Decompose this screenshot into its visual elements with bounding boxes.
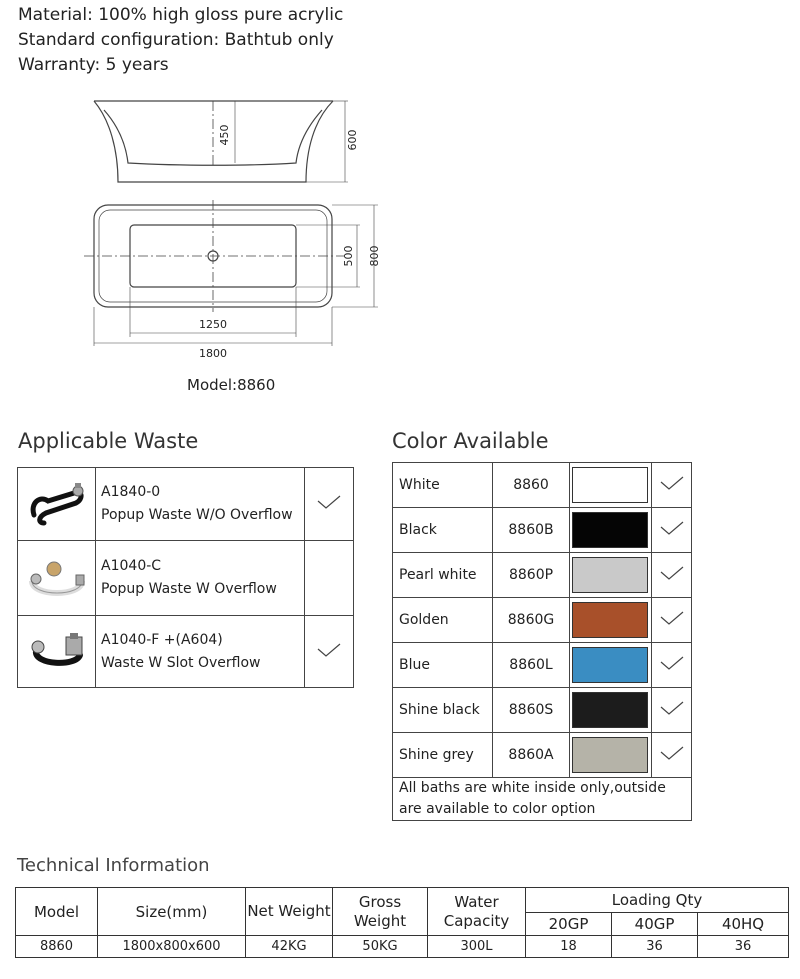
color-code: 8860P <box>493 553 569 598</box>
color-swatch-cell <box>569 688 652 733</box>
dim-height: 600 <box>346 129 359 151</box>
color-name: Black <box>393 508 493 553</box>
tech-section-title: Technical Information <box>17 855 210 876</box>
color-row <box>393 598 692 643</box>
color-note: All baths are white inside only,outside are available to color option <box>393 778 692 821</box>
empty-check-cell <box>305 541 354 616</box>
checkmark-icon <box>305 468 354 541</box>
waste-row <box>18 541 354 616</box>
waste-item-text <box>96 541 305 616</box>
color-code: 8860B <box>493 508 569 553</box>
dim-width: 800 <box>368 245 381 267</box>
waste-item-code: A1840-0 <box>101 484 161 500</box>
cell-40gp: 36 <box>612 936 698 958</box>
bathtub-technical-drawing <box>0 0 400 370</box>
cell-model: 8860 <box>16 936 98 958</box>
color-name: White <box>393 463 493 508</box>
color-code: 8860S <box>493 688 569 733</box>
cell-size: 1800x800x600 <box>98 936 246 958</box>
col-40gp: 40GP <box>612 913 698 936</box>
color-swatch-cell <box>569 508 652 553</box>
tech-table <box>15 887 789 958</box>
dim-length: 1800 <box>199 347 227 360</box>
cell-water-capacity: 300L <box>428 936 526 958</box>
color-name: Pearl white <box>393 553 493 598</box>
color-swatch <box>572 602 648 638</box>
color-swatch <box>572 467 648 503</box>
slot-waste-icon <box>18 616 96 688</box>
cell-net-weight: 42KG <box>246 936 333 958</box>
cell-20gp: 18 <box>526 936 612 958</box>
color-code: 8860G <box>493 598 569 643</box>
color-swatch <box>572 692 648 728</box>
color-swatch-cell <box>569 598 652 643</box>
waste-item-desc: Popup Waste W Overflow <box>101 581 277 597</box>
color-section-title: Color Available <box>392 429 549 453</box>
color-swatch-cell <box>569 643 652 688</box>
color-row <box>393 688 692 733</box>
color-name: Shine grey <box>393 733 493 778</box>
color-row <box>393 463 692 508</box>
color-table <box>392 462 692 821</box>
waste-row <box>18 616 354 688</box>
cell-40hq: 36 <box>698 936 789 958</box>
waste-row <box>18 468 354 541</box>
waste-item-desc: Waste W Slot Overflow <box>101 654 261 671</box>
col-gross-weight: Gross Weight <box>333 888 428 936</box>
dim-inner-width: 500 <box>342 245 355 267</box>
spec-warranty: Warranty: 5 years <box>18 55 169 75</box>
color-swatch <box>572 647 648 683</box>
waste-item-text <box>96 616 305 688</box>
checkmark-icon <box>652 733 692 778</box>
color-name: Golden <box>393 598 493 643</box>
chrome-waste-icon <box>18 541 96 616</box>
waste-item-code: A1040-C <box>101 558 162 574</box>
color-row <box>393 508 692 553</box>
color-swatch <box>572 512 648 548</box>
checkmark-icon <box>652 598 692 643</box>
color-swatch-cell <box>569 553 652 598</box>
color-swatch <box>572 557 648 593</box>
waste-table <box>17 467 354 688</box>
color-swatch-cell <box>569 733 652 778</box>
spec-material: Material: 100% high gloss pure acrylic <box>18 5 344 25</box>
color-swatch-cell <box>569 463 652 508</box>
table-row <box>16 936 789 958</box>
color-row <box>393 643 692 688</box>
top-view <box>84 200 378 346</box>
col-loading-qty: Loading Qty <box>526 888 789 913</box>
color-row <box>393 733 692 778</box>
col-20gp: 20GP <box>526 913 612 936</box>
checkmark-icon <box>652 463 692 508</box>
color-code: 8860L <box>493 643 569 688</box>
color-code: 8860 <box>493 463 569 508</box>
col-40hq: 40HQ <box>698 913 789 936</box>
checkmark-icon <box>652 508 692 553</box>
color-name: Shine black <box>393 688 493 733</box>
waste-item-code: A1040-F +(A604) <box>101 631 223 648</box>
col-model: Model <box>16 888 98 936</box>
dim-inner-length: 1250 <box>199 318 227 331</box>
model-label: Model:8860 <box>187 376 276 394</box>
color-name: Blue <box>393 643 493 688</box>
waste-item-desc: Popup Waste W/O Overflow <box>101 507 293 523</box>
col-water-capacity: Water Capacity <box>428 888 526 936</box>
waste-section-title: Applicable Waste <box>18 429 199 453</box>
color-code: 8860A <box>493 733 569 778</box>
waste-item-text <box>96 468 305 541</box>
color-swatch <box>572 737 648 773</box>
col-net-weight: Net Weight <box>246 888 333 936</box>
checkmark-icon <box>652 688 692 733</box>
waste-hose-icon <box>18 468 96 541</box>
checkmark-icon <box>652 643 692 688</box>
dim-inner-depth: 450 <box>218 124 231 146</box>
checkmark-icon <box>652 553 692 598</box>
spec-configuration: Standard configuration: Bathtub only <box>18 30 334 50</box>
cell-gross-weight: 50KG <box>333 936 428 958</box>
checkmark-icon <box>305 616 354 688</box>
color-row <box>393 553 692 598</box>
col-size: Size(mm) <box>98 888 246 936</box>
